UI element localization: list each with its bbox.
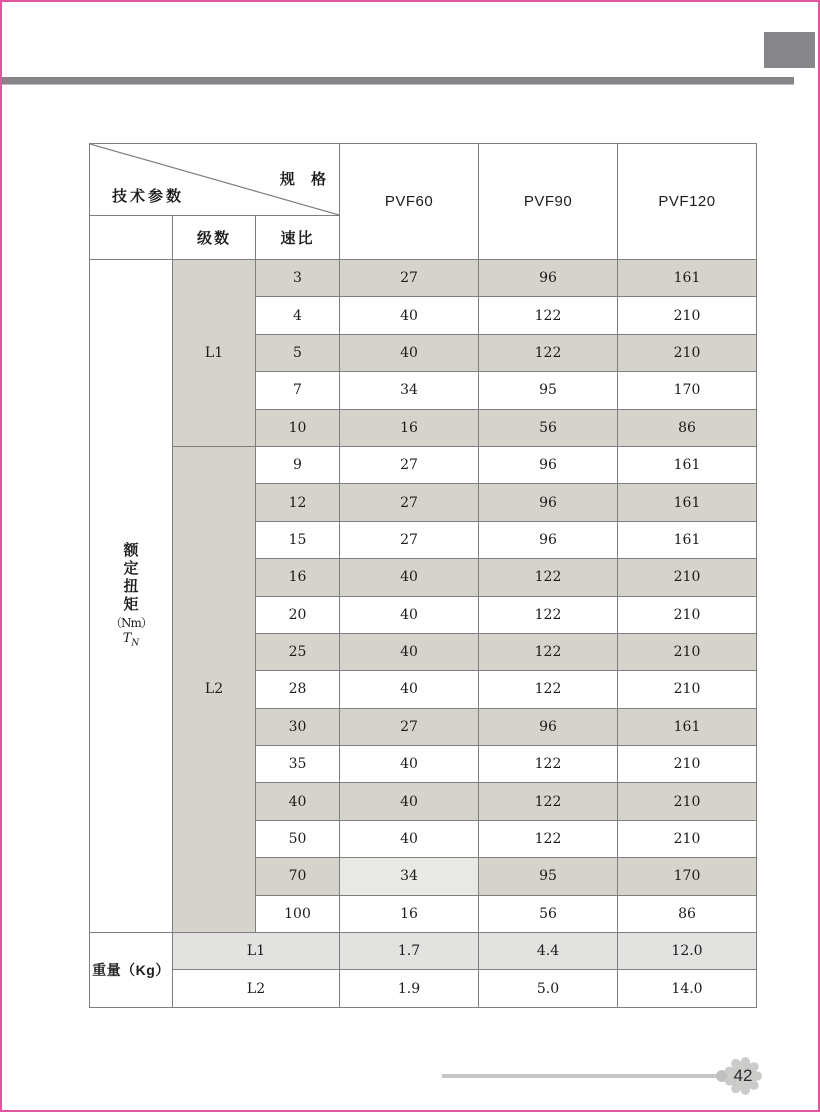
value-cell: 40 (340, 334, 479, 371)
value-cell: 16 (340, 409, 479, 446)
ratio-cell: 4 (256, 297, 340, 334)
table-body (90, 260, 757, 1008)
stage-cell-l2: L2 (173, 446, 256, 932)
spec-table (89, 143, 757, 1008)
weight-value-cell: 14.0 (618, 970, 757, 1008)
value-cell: 27 (340, 521, 479, 558)
value-cell: 122 (479, 633, 618, 670)
ratio-cell: 50 (256, 820, 340, 857)
value-cell: 210 (618, 596, 757, 633)
value-cell: 122 (479, 334, 618, 371)
weight-value-cell: 4.4 (479, 933, 618, 970)
value-cell: 40 (340, 746, 479, 783)
value-cell: 170 (618, 372, 757, 409)
value-cell: 210 (618, 746, 757, 783)
weight-value-cell: 12.0 (618, 933, 757, 970)
value-cell: 210 (618, 334, 757, 371)
value-cell: 96 (479, 446, 618, 483)
value-cell: 122 (479, 746, 618, 783)
value-cell: 40 (340, 633, 479, 670)
value-cell: 86 (618, 895, 757, 932)
value-cell: 56 (479, 895, 618, 932)
stage-cell-l1: L1 (173, 260, 256, 447)
value-cell: 16 (340, 895, 479, 932)
value-cell: 34 (340, 858, 479, 895)
weight-label-cell: 重量（Kg） (90, 933, 173, 1008)
value-cell: 210 (618, 297, 757, 334)
weight-value-cell: 1.7 (340, 933, 479, 970)
ratio-cell: 12 (256, 484, 340, 521)
ratio-cell: 35 (256, 746, 340, 783)
ratio-cell: 30 (256, 708, 340, 745)
value-cell: 27 (340, 708, 479, 745)
value-cell: 34 (340, 372, 479, 409)
value-cell: 161 (618, 260, 757, 297)
value-cell: 161 (618, 708, 757, 745)
value-cell: 122 (479, 671, 618, 708)
footer-rule (442, 1074, 720, 1078)
torque-vertical-label: 额 定 扭 矩 （Nm） $T_N$ (110, 542, 152, 649)
value-cell: 210 (618, 783, 757, 820)
ratio-cell: 15 (256, 521, 340, 558)
value-cell: 210 (618, 671, 757, 708)
value-cell: 96 (479, 708, 618, 745)
value-cell: 86 (618, 409, 757, 446)
value-cell: 210 (618, 820, 757, 857)
value-cell: 122 (479, 820, 618, 857)
value-cell: 27 (340, 484, 479, 521)
column-header-pvf60: PVF60 (340, 144, 479, 260)
column-header-pvf90: PVF90 (479, 144, 618, 260)
value-cell: 40 (340, 596, 479, 633)
column-header-pvf120: PVF120 (618, 144, 757, 260)
ratio-cell: 28 (256, 671, 340, 708)
page-number: 42 (733, 1066, 753, 1085)
ratio-cell: 7 (256, 372, 340, 409)
ratio-cell: 3 (256, 260, 340, 297)
value-cell: 210 (618, 633, 757, 670)
value-cell: 210 (618, 559, 757, 596)
top-gray-bar (2, 77, 794, 85)
value-cell: 56 (479, 409, 618, 446)
value-cell: 27 (340, 446, 479, 483)
ratio-cell: 10 (256, 409, 340, 446)
value-cell: 96 (479, 484, 618, 521)
ratio-cell: 20 (256, 596, 340, 633)
header-spec-label: 规 格 (279, 171, 333, 188)
weight-value-cell: 5.0 (479, 970, 618, 1008)
ratio-cell: 40 (256, 783, 340, 820)
value-cell: 40 (340, 671, 479, 708)
torque-label-cell (90, 260, 173, 933)
header-ratio-label: 速比 (256, 216, 340, 260)
value-cell: 40 (340, 783, 479, 820)
value-cell: 161 (618, 484, 757, 521)
value-cell: 161 (618, 446, 757, 483)
ratio-cell: 70 (256, 858, 340, 895)
value-cell: 122 (479, 783, 618, 820)
value-cell: 122 (479, 596, 618, 633)
value-cell: 170 (618, 858, 757, 895)
value-cell: 122 (479, 559, 618, 596)
top-right-gray-block (764, 32, 815, 68)
header-stage-label: 级数 (173, 216, 256, 260)
value-cell: 40 (340, 297, 479, 334)
diagonal-header-cell (90, 144, 340, 216)
header-params-label: 技术参数 (112, 188, 185, 205)
value-cell: 95 (479, 858, 618, 895)
empty-header-cell (90, 216, 173, 260)
value-cell: 95 (479, 372, 618, 409)
weight-value-cell: 1.9 (340, 970, 479, 1008)
value-cell: 96 (479, 521, 618, 558)
ratio-cell: 5 (256, 334, 340, 371)
value-cell: 161 (618, 521, 757, 558)
ratio-cell: 100 (256, 895, 340, 932)
ratio-cell: 25 (256, 633, 340, 670)
value-cell: 122 (479, 297, 618, 334)
ratio-cell: 9 (256, 446, 340, 483)
value-cell: 40 (340, 820, 479, 857)
page-number-badge (723, 1056, 763, 1096)
value-cell: 96 (479, 260, 618, 297)
weight-stage-cell: L2 (173, 970, 340, 1008)
value-cell: 40 (340, 559, 479, 596)
weight-stage-cell: L1 (173, 933, 340, 970)
value-cell: 27 (340, 260, 479, 297)
ratio-cell: 16 (256, 559, 340, 596)
